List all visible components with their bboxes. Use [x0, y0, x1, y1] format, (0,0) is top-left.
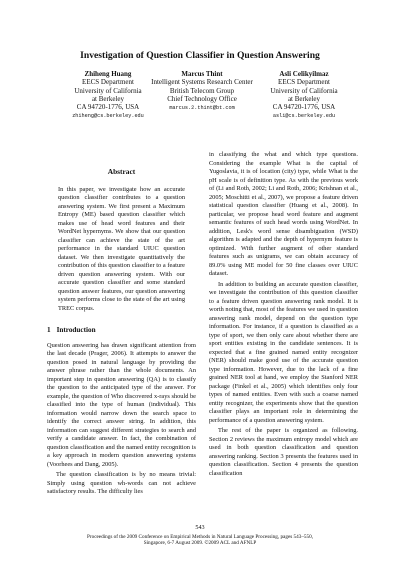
author-address: CA 94720-1776, USA [272, 103, 336, 112]
author-block [150, 70, 254, 112]
author-affiliation: Chief Technology Office [167, 94, 237, 103]
author-email: marcus.2.thint@bt.com [169, 104, 235, 111]
abstract-heading: Abstract [107, 167, 136, 176]
author-name: Asli Celikyilmaz [279, 70, 329, 78]
paragraph: Question answering has drawn significant attention from the last decade (Prager, 2006). It attempts to answer the question posed in natural language by providing the answer phrase rather than the whole documents. An important step in question answering (QA) is to classify the question to the anticipated type of the answer. For example, the question of Who discovered x-rays should be classified into the type of human (individual). This information would narrow down the search space to identify the correct answer string. In addition, this information can suggest different strategies to search and verify a candidate answer. In fact, the combination of question classification and the named entity recognition is a key approach in modern question answering systems (Voorhees and Dang, 2005). [47, 341, 196, 468]
author-email: asli@cs.berkeley.edu [272, 112, 336, 119]
right-column [209, 151, 358, 480]
footer-line: Singapore, 6-7 August 2009. ©2009 ACL and AFNLP [143, 540, 257, 547]
author-affiliation: University of California [270, 86, 338, 95]
left-column [47, 168, 196, 499]
author-affiliation: EECS Department [278, 78, 330, 87]
paper-title: Investigation of Question Classifier in Question Answering [80, 50, 320, 61]
author-name: Marcus Thint [181, 70, 223, 78]
section-number: 1 [47, 326, 51, 334]
author-affiliation: EECS Department [82, 78, 134, 87]
abstract-text: In this paper, we investigate how an accurate question classifier contributes to a question answering system. We first present a Maximum Entropy (ME) based question classifier which makes use of head word features and their WordNet hypernyms. We show that our question classifier can achieve the state of the art performance in the standard UIUC question dataset. We then investigate quantitatively the contribution of this question classifier to a feature driven question answering system. With our accurate question classifier and some standard question answer features, our question answering system performs close to the state of the art using TREC corpus. [58, 185, 185, 312]
author-affiliation: Intelligent Systems Research Center [151, 78, 253, 87]
paragraph: In addition to building an accurate question classifier, we investigate the contribution of this question classifier to a feature driven question answering rank model. It is worth noting that, most of the features we used in question answering rank model, depend on the question type information. For instance, if a question is classified as a type of sport, we then only care about whether there are sport entities existing in the candidate sentences. It is expected that a fine grained named entity recognizer (NER) should make good use of the accurate question type information. However, due to the lack of a fine grained NER tool at hand, we employ the Stanford NER package (Finkel et al., 2005) which identifies only four types of named entities. Even with such a coarse named entity recognizer, the experiments show that the question classifier plays an important role in determining the performance of a question answering system. [209, 280, 358, 424]
author-affiliation: British Telecom Group [169, 86, 235, 95]
author-affiliation: at Berkeley [287, 94, 321, 103]
paragraph: The question classification is by no means trivial: Simply using question wh-words can not achieve satisfactory results. The difficulty lies [47, 471, 196, 495]
proceedings-footer [0, 534, 400, 547]
paragraph: in classifying the what and which type questions. Considering the example What is the capital of Yugoslavia, it is of location (city) type, while What is the pH scale is of definition type. As with the previous work of (Li and Roth, 2002; Li and Roth, 2006; Krishnan et al., 2005; Moschitti et al., 2007), we propose a feature driven statistical question classifier (Huang et al., 2008). In particular, we propose head word feature and augment semantic features of such head words using WordNet. In addition, Lesk's word sense disambiguation (WSD) algorithm is adapted and the depth of hypernym feature is optimized. With further augment of other standard features such as unigrams, we can obtain accuracy of 89.0% using ME model for 50 fine classes over UIUC dataset. [209, 151, 358, 277]
author-address: CA 94720-1776, USA [76, 103, 140, 112]
author-block [248, 70, 360, 120]
page-number: 543 [195, 524, 205, 531]
footer-line: Proceedings of the 2009 Conference on Empirical Methods in Natural Language Processing, pages 543–550, [86, 534, 314, 540]
paragraph: The rest of the paper is organized as following. Section 2 reviews the maximum entropy model which are used in both question classification and question answering ranking. Section 3 presents the features used in question classification. Section 4 presents the question classification [209, 427, 358, 477]
author-name: Zhiheng Huang [84, 70, 132, 78]
section-title: Introduction [56, 326, 96, 334]
section-heading-introduction [47, 326, 196, 335]
author-affiliation: at Berkeley [91, 94, 125, 103]
author-affiliation: University of California [74, 86, 142, 95]
author-email: zhiheng@cs.berkeley.edu [72, 112, 144, 119]
